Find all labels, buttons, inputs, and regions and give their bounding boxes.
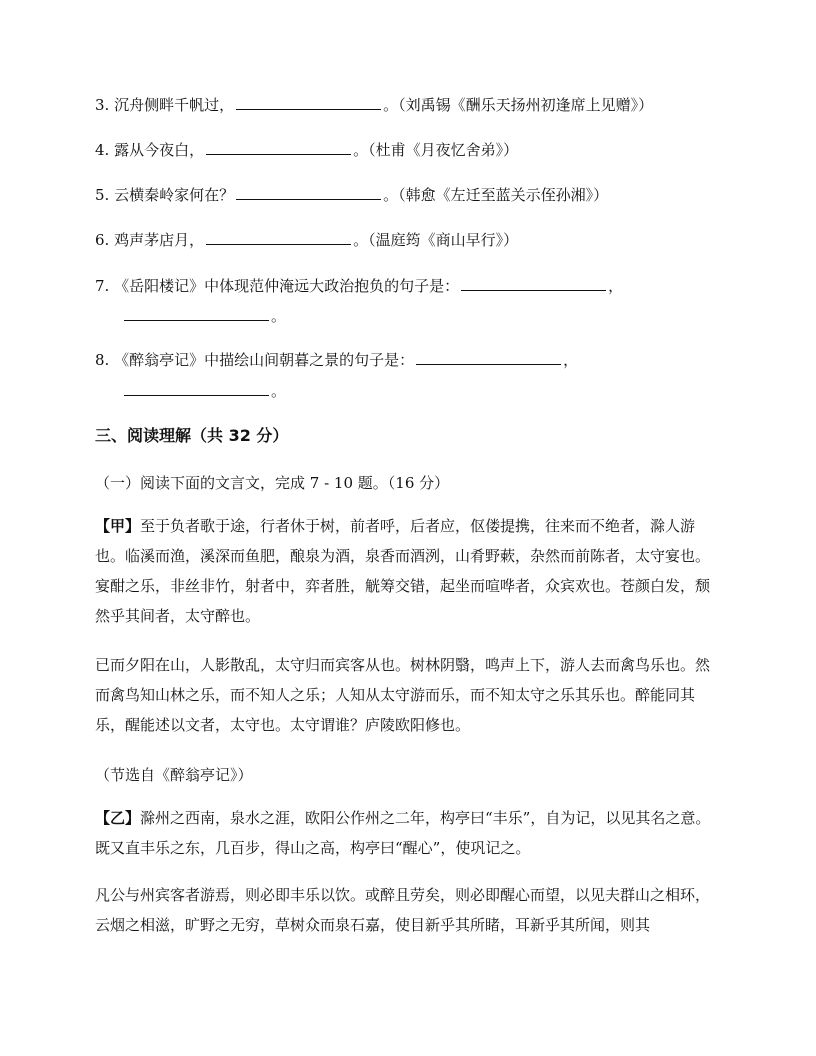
question-8-comma: ， — [563, 351, 579, 369]
question-4-source: 。（杜甫《月夜忆舍弟》） — [353, 141, 519, 159]
passage-jia-source: （节选自《醉翁亭记》） — [95, 766, 253, 784]
question-7-cont — [122, 306, 752, 326]
question-4 — [95, 140, 725, 160]
question-4-text: 4. 露从今夜白， — [95, 141, 205, 159]
answer-blank — [206, 140, 351, 155]
passage-yi-text-1: 滁州之西南，泉水之涯，欧阳公作州之二年，构亭曰“丰乐”，自为记，以见其名之意。既又直丰乐之东，几百步，得山之高，构亭曰“醒心”，使巩记之。 — [95, 809, 711, 857]
question-3 — [95, 95, 725, 115]
passage-yi-1 — [95, 803, 717, 863]
question-5-source: 。（韩愈《左迁至蓝关示侄孙湘》） — [383, 186, 609, 204]
question-7 — [95, 276, 725, 296]
passage-yi-text-2: 凡公与州宾客者游焉，则必即丰乐以饮。或醉且劳矣，则必即醒心而望，以见夫群山之相环，云烟之相滋，旷野之无穷，草树众而泉石嘉，使目新乎其所睹，耳新乎其所闻，则其 — [95, 886, 711, 934]
passage-yi-2 — [95, 880, 717, 940]
passage-tag-jia: 【甲】 — [95, 517, 141, 535]
question-7-end: 。 — [271, 307, 287, 325]
passage-jia-text-1: 至于负者歌于途，行者休于树，前者呼，后者应，伛偻提携，往来而不绝者，滁人游也。临溪而渔，溪深而鱼肥，酿泉为酒，泉香而酒洌，山肴野蔌，杂然而前陈者，太守宴也。宴酣之乐，非丝非竹，射者中，弈者胜，觥筹交错，起坐而喧哗者，众宾欢也。苍颜白发，颓然乎其间者，太守醉也。 — [95, 517, 711, 625]
passage-jia-1 — [95, 511, 717, 631]
question-6 — [95, 230, 725, 250]
question-6-source: 。（温庭筠《商山早行》） — [353, 231, 519, 249]
question-8-cont — [122, 381, 752, 401]
answer-blank — [124, 306, 269, 321]
question-8 — [95, 350, 725, 370]
answer-blank — [416, 350, 561, 365]
answer-blank — [206, 230, 351, 245]
passage-tag-yi: 【乙】 — [95, 809, 141, 827]
question-7-comma: ， — [608, 277, 624, 295]
answer-blank — [236, 185, 381, 200]
answer-blank — [461, 276, 606, 291]
question-5 — [95, 185, 725, 205]
subsection-1-title: （一）阅读下面的文言文，完成 7 - 10 题。（16 分） — [95, 474, 450, 492]
passage-jia-text-2: 已而夕阳在山，人影散乱，太守归而宾客从也。树林阴翳，鸣声上下，游人去而禽鸟乐也。然而禽鸟知山林之乐，而不知人之乐；人知从太守游而乐，而不知太守之乐其乐也。醉能同其乐，醒能述以文者，太守也。太守谓谁？庐陵欧阳修也。 — [95, 656, 711, 734]
question-3-source: 。（刘禹锡《酬乐天扬州初逢席上见赠》） — [383, 96, 654, 114]
answer-blank — [124, 381, 269, 396]
answer-blank — [236, 95, 381, 110]
question-8-text: 8. 《醉翁亭记》中描绘山间朝暮之景的句子是： — [95, 351, 415, 369]
question-8-end: 。 — [271, 382, 287, 400]
question-7-text: 7. 《岳阳楼记》中体现范仲淹远大政治抱负的句子是： — [95, 277, 460, 295]
passage-jia-2 — [95, 650, 717, 740]
question-3-text: 3. 沉舟侧畔千帆过， — [95, 96, 235, 114]
question-5-text: 5. 云横秦岭家何在？ — [95, 186, 235, 204]
section-3-title: 三、阅读理解（共 32 分） — [95, 426, 289, 445]
question-6-text: 6. 鸡声茅店月， — [95, 231, 205, 249]
